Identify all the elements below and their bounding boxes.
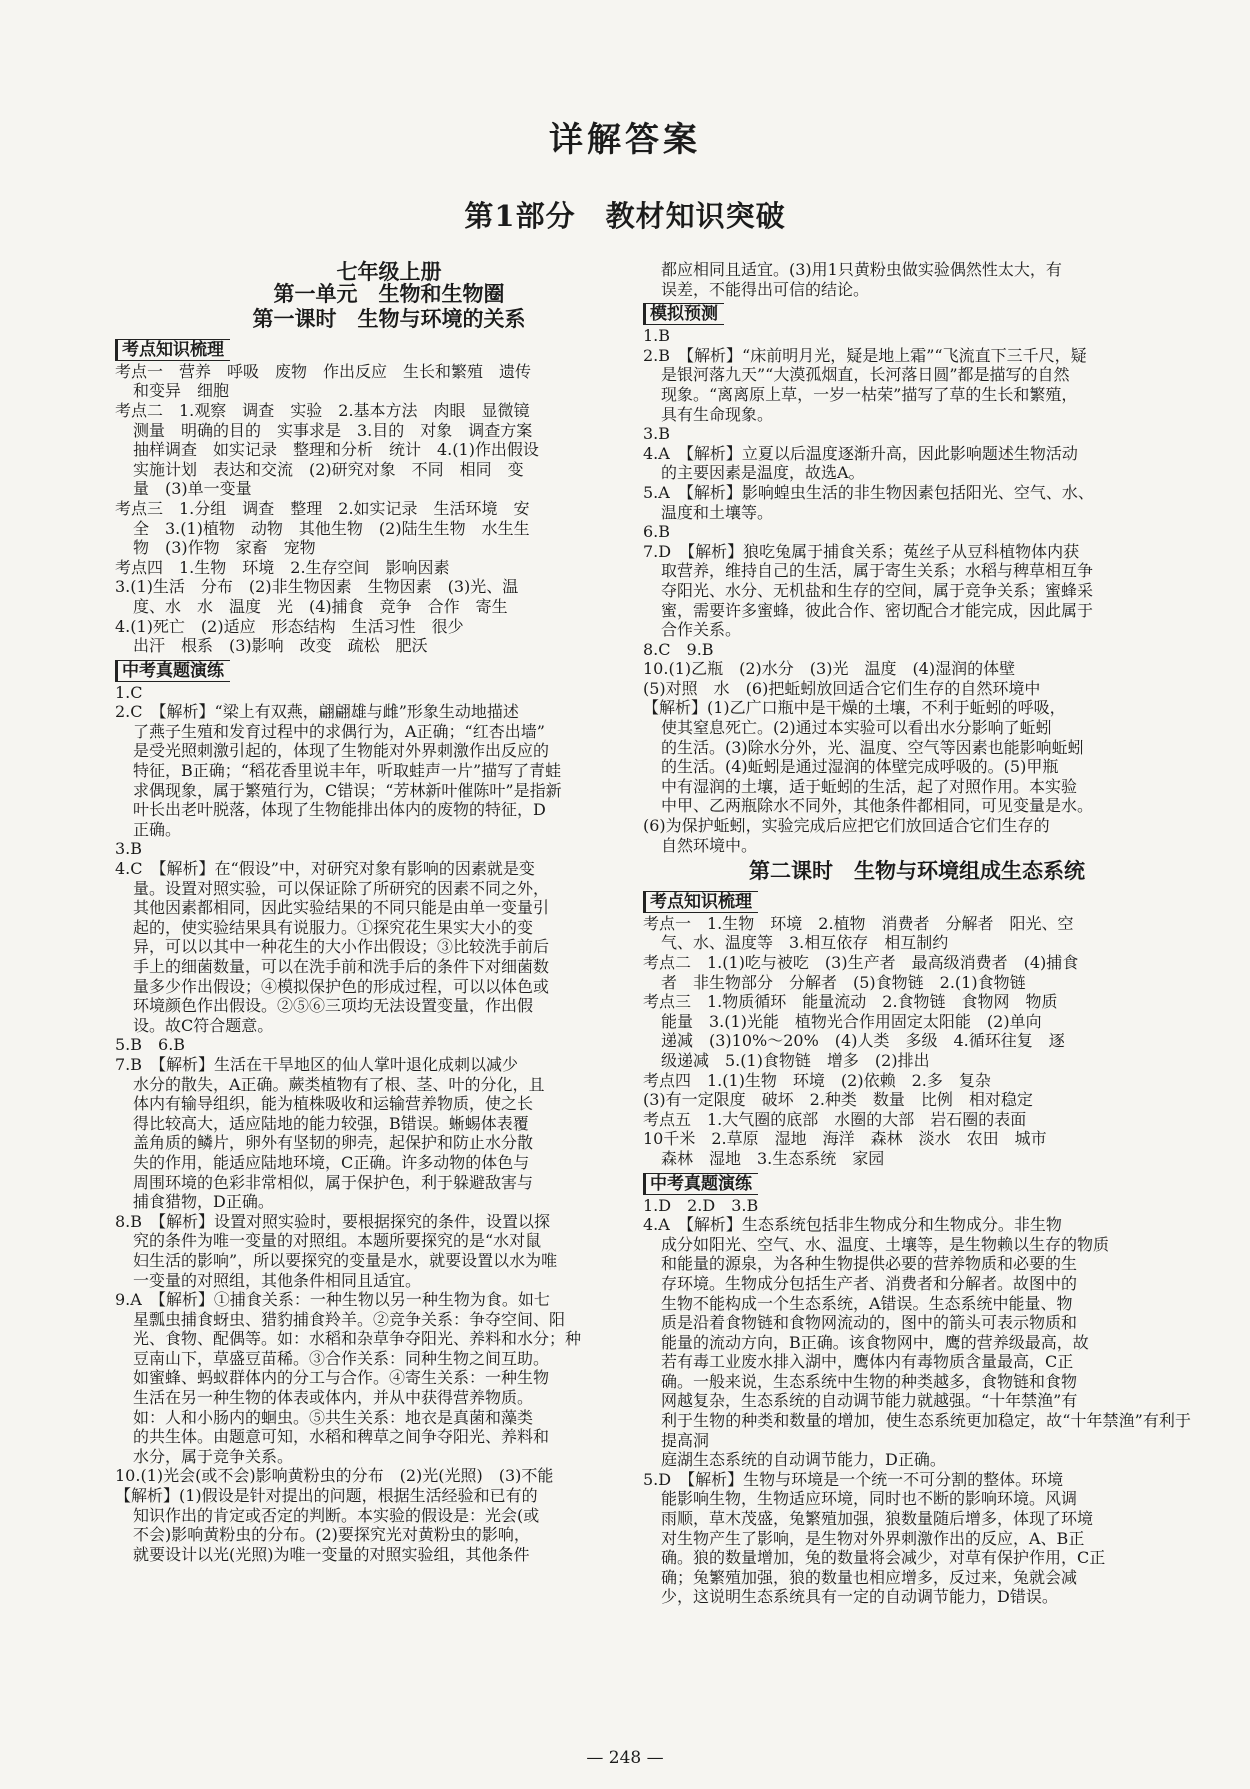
left-column: [115, 259, 663, 1564]
unit-heading: 第一单元 生物和生物圈: [273, 280, 505, 306]
answer-line: 手上的细菌数量，可以在洗手前和洗手后的条件下对细菌数: [133, 957, 550, 976]
section-label: 中考真题演练: [115, 660, 230, 682]
answer-list: [115, 362, 663, 656]
answer-line: 4.(1)死亡 (2)适应 形态结构 生活习性 很少: [115, 616, 464, 636]
answer-line: 1.C: [115, 682, 143, 702]
answer-line: 1.B: [643, 326, 671, 346]
answer-line: 考点三 1.物质循环 能量流动 2.食物链 食物网 物质: [643, 992, 1058, 1012]
answer-list: [643, 914, 1191, 1169]
answer-line: 10.(1)光会(或不会)影响黄粉虫的分布 (2)光(光照) (3)不能: [115, 1466, 554, 1486]
answer-list: [643, 1196, 1191, 1607]
answer-line: 实施计划 表达和交流 (2)研究对象 不同 相同 变: [133, 459, 524, 479]
section-label: 模拟预测: [643, 303, 724, 325]
answer-line: 具有生命现象。: [661, 404, 774, 424]
answer-line: 出汗 根系 (3)影响 改变 疏松 肥沃: [133, 636, 428, 656]
section-label: 考点知识梳理: [643, 891, 758, 913]
answer-line: 网越复杂，生态系统的自动调节能力就越强。“十年禁渔”有: [661, 1391, 1078, 1411]
answer-line: 妇生活的影响”，所以要探究的变量是水，就要设置以水为唯: [133, 1250, 558, 1270]
answer-line: 特征，B正确；“稻花香里说丰年，听取蛙声一片”描写了青蛙: [133, 761, 562, 781]
answer-line: 雨顺，草木茂盛，兔繁殖加强，狼数量随后增多，体现了环境: [661, 1509, 1094, 1529]
answer-line: 蜜，需要许多蜜蜂，彼此合作、密切配合才能完成，因此属于: [661, 600, 1094, 620]
answer-line: 5.A 【解析】影响蝗虫生活的非生物因素包括阳光、空气、水、: [643, 482, 1094, 502]
answer-line: 了燕子生殖和发育过程中的求偶行为，A正确；“红杏出墙”: [133, 721, 545, 741]
answer-line: 【解析】(1)乙广口瓶中是干燥的土壤，不利于蚯蚓的呼吸，: [643, 698, 1066, 718]
answer-line: 确；兔繁殖加强，狼的数量也相应增多，反过来，兔就会减: [661, 1567, 1078, 1587]
answer-line: 的生活。(4)蚯蚓是通过湿润的体壁完成呼吸的。(5)甲瓶: [661, 757, 1059, 777]
answer-line: 和变异 细胞: [133, 381, 230, 401]
answer-line: 求偶现象，属于繁殖行为，C错误；“芳林新叶催陈叶”是指新: [133, 780, 562, 800]
answer-line: 和能量的源泉，为各种生物提供必要的营养物质和必要的生: [661, 1254, 1078, 1274]
answer-line: (3)有一定限度 破坏 2.种类 数量 比例 相对稳定: [643, 1090, 1033, 1110]
answer-line: 夺阳光、水分、无机盐和生存的空间，属于竞争关系；蜜蜂采: [661, 580, 1094, 600]
answer-line: 10千米 2.草原 湿地 海洋 森林 淡水 农田 城市: [643, 1129, 1047, 1149]
answer-line: 存环境。生物成分包括生产者、消费者和分解者。故图中的: [661, 1273, 1078, 1293]
answer-line: 一变量的对照组，其他条件相同且适宜。: [133, 1270, 422, 1290]
page-title: 详解答案: [549, 120, 701, 160]
answer-line: 就要设计以光(光照)为唯一变量的对照实验组，其他条件: [133, 1544, 530, 1564]
answer-line: 若有毒工业废水排入湖中，鹰体内有毒物质含量最高，C正: [661, 1352, 1074, 1372]
answer-line: 使其窒息死亡。(2)通过本实验可以看出水分影响了蚯蚓: [661, 718, 1052, 738]
answer-line: 考点一 营养 呼吸 废物 作出反应 生长和繁殖 遗传: [115, 361, 532, 381]
answer-line: 得比较高大，适应陆地的能力较强，B错误。蜥蜴体表覆: [133, 1113, 529, 1133]
answer-line: 光、食物、配偶等。如：水稻和杂草争夺阳光、养料和水分；种: [133, 1329, 582, 1349]
answer-line: 者 非生物部分 分解者 (5)食物链 2.(1)食物链: [661, 972, 1026, 992]
answer-line: 自然环境中。: [661, 835, 758, 855]
answer-line: 量多少作出假设；④模拟保护色的形成过程，可以以体色或: [133, 976, 550, 996]
answer-line: 考点三 1.分组 调查 整理 2.如实记录 生活环境 安: [115, 498, 530, 518]
answer-line: 是受光照刺激引起的，体现了生物能对外界刺激作出反应的: [133, 741, 550, 761]
answer-line: 生活在另一种生物的体表或体内，并从中获得营养物质。: [133, 1388, 534, 1408]
answer-line: 的共生体。由题意可知，水稻和稗草之间争夺阳光、养料和: [133, 1427, 550, 1447]
answer-line: 中有湿润的土壤，适于蚯蚓的生活，起了对照作用。本实验: [661, 776, 1078, 796]
lesson-heading: 第一课时 生物与环境的关系: [252, 306, 526, 332]
answer-line: 度、水 水 温度 光 (4)捕食 竞争 合作 寄生: [133, 596, 508, 616]
answer-line: 的主要因素是温度，故选A。: [661, 463, 865, 483]
answer-line: 体内有输导组织，能为植株吸收和运输营养物质，使之长: [133, 1094, 534, 1114]
answer-line: 全 3.(1)植物 动物 其他生物 (2)陆生生物 水生生: [133, 518, 530, 538]
answer-line: 如：人和小肠内的蛔虫。⑤共生关系：地衣是真菌和藻类: [133, 1407, 534, 1427]
part-title: 第1部分 教材知识突破: [464, 199, 786, 233]
answer-line: 5.B 6.B: [115, 1035, 186, 1055]
answer-line: 利于生物的种类和数量的增加，使生态系统更加稳定，故“十年禁渔”有利于提高洞: [661, 1411, 1191, 1450]
answer-line: 7.D 【解析】狼吃兔属于捕食关系；菟丝子从豆科植物体内获: [643, 541, 1080, 561]
answer-line: 气、水、温度等 3.相互依存 相互制约: [661, 933, 949, 953]
answer-line: 环境颜色作出假设。②⑤⑥三项均无法设置变量，作出假: [133, 996, 534, 1016]
answer-line: 如蜜蜂、蚂蚁群体内的分工与合作。④寄生关系：一种生物: [133, 1368, 550, 1388]
answer-line: 抽样调查 如实记录 整理和分析 统计 4.(1)作出假设: [133, 440, 539, 460]
answer-line: 确。一般来说，生态系统中生物的种类越多，食物链和食物: [661, 1371, 1078, 1391]
answer-line: 现象。“离离原上草，一岁一枯荣”描写了草的生长和繁殖，: [661, 384, 1078, 404]
answer-line: 级递减 5.(1)食物链 增多 (2)排出: [661, 1050, 930, 1070]
answer-line: 4.A 【解析】生态系统包括非生物成分和生物成分。非生物: [643, 1215, 1062, 1235]
answer-line: 究的条件为唯一变量的对照组。本题所要探究的是“水对鼠: [133, 1231, 542, 1251]
answer-line: 6.B: [643, 522, 671, 542]
answer-line: 3.B: [115, 839, 143, 859]
answer-line: 起的，使实验结果具有说服力。①探究花生果实大小的变: [133, 917, 534, 937]
answer-line: 盖角质的鳞片，卵外有坚韧的卵壳，起保护和防止水分散: [133, 1133, 534, 1153]
answer-line: 水分的散失，A正确。蕨类植物有了根、茎、叶的分化，且: [133, 1074, 545, 1094]
answer-line: 设。故C符合题意。: [133, 1015, 274, 1035]
answer-line: 4.A 【解析】立夏以后温度逐渐升高，因此影响题述生物活动: [643, 443, 1078, 463]
answer-line: 温度和土壤等。: [661, 502, 774, 522]
answer-line: 质是沿着食物链和食物网流动的，图中的箭头可表示物质和: [661, 1313, 1078, 1333]
answer-line: 量。设置对照实验，可以保证除了所研究的因素不同之外，: [133, 878, 550, 898]
answer-line: 其他因素都相同，因此实验结果的不同只能是由单一变量引: [133, 898, 550, 918]
page-number: — 248 —: [586, 1748, 664, 1768]
answer-line: 考点一 1.生物 环境 2.植物 消费者 分解者 阳光、空: [643, 913, 1074, 933]
answer-line: 3.B: [643, 424, 671, 444]
answer-line: 异，可以以其中一种花生的大小作出假设；③比较洗手前后: [133, 937, 550, 957]
answer-line: 正确。: [133, 819, 182, 839]
answer-line: 7.B 【解析】生活在干旱地区的仙人掌叶退化成刺以减少: [115, 1054, 519, 1074]
answer-line: 考点五 1.大气圈的底部 水圈的大部 岩石圈的表面: [643, 1109, 1027, 1129]
answer-line: 1.D 2.D 3.B: [643, 1195, 759, 1215]
answer-line: 10.(1)乙瓶 (2)水分 (3)光 温度 (4)湿润的体壁: [643, 659, 1016, 679]
section-label: 中考真题演练: [643, 1173, 758, 1195]
answer-line: 不会)影响黄粉虫的分布。(2)要探究光对黄粉虫的影响，: [133, 1525, 530, 1545]
answer-line: 8.C 9.B: [643, 639, 714, 659]
answer-line: 知识作出的肯定或否定的判断。本实验的假设是：光会(或: [133, 1505, 540, 1525]
answer-line: (5)对照 水 (6)把蚯蚓放回适合它们生存的自然环境中: [643, 678, 1041, 698]
answer-line: 测量 明确的目的 实事求是 3.目的 对象 调查方案: [133, 420, 533, 440]
answer-line: 是银河落九天”“大漠孤烟直，长河落日圆”都是描写的自然: [661, 365, 1070, 385]
answer-line: 庭湖生态系统的自动调节能力，D正确。: [661, 1450, 946, 1470]
answer-line: 5.D 【解析】生物与环境是一个统一不可分割的整体。环境: [643, 1469, 1064, 1489]
answer-line: 考点二 1.观察 调查 实验 2.基本方法 肉眼 显微镜: [115, 400, 530, 420]
answer-line: 取营养，维持自己的生活，属于寄生关系；水稻与稗草相互争: [661, 561, 1094, 581]
answer-line: 森林 湿地 3.生态系统 家园: [661, 1148, 885, 1168]
answer-line: (6)为保护蚯蚓，实验完成后应把它们放回适合它们生存的: [643, 816, 1050, 836]
answer-line: 2.C 【解析】“梁上有双燕，翩翩雄与雌”形象生动地描述: [115, 702, 519, 722]
answer-line: 对生物产生了影响，是生物对外界刺激作出的反应，A、B正: [661, 1528, 1085, 1548]
right-column: [643, 260, 1191, 1607]
answer-line: 的生活。(3)除水分外，光、温度、空气等因素也能影响蚯蚓: [661, 737, 1084, 757]
answer-line: 考点四 1.(1)生物 环境 (2)依赖 2.多 复杂: [643, 1070, 991, 1090]
section-label: 考点知识梳理: [115, 339, 230, 361]
lesson-heading: 第二课时 生物与环境组成生态系统: [749, 858, 1085, 884]
answer-line: 递减 (3)10%～20% (4)人类 多级 4.循环往复 逐: [661, 1031, 1065, 1051]
answer-list: [115, 683, 663, 1565]
grade-heading: 七年级上册: [336, 259, 442, 284]
answer-line: 能影响生物，生物适应环境，同时也不断的影响环境。风调: [661, 1489, 1078, 1509]
answer-line: 能量的流动方向，B正确。该食物网中，鹰的营养级最高，故: [661, 1332, 1089, 1352]
answer-line: 3.(1)生活 分布 (2)非生物因素 生物因素 (3)光、温: [115, 577, 519, 597]
answer-line: 量 (3)单一变量: [133, 479, 252, 499]
answer-line: 4.C 【解析】在“假设”中，对研究对象有影响的因素就是变: [115, 859, 535, 879]
answer-line: 少，这说明生态系统具有一定的自动调节能力，D错误。: [661, 1587, 1058, 1607]
answer-line: 成分如阳光、空气、水、温度、土壤等，是生物赖以生存的物质: [661, 1234, 1110, 1254]
answer-list: [643, 260, 1191, 299]
answer-line: 合作关系。: [661, 620, 742, 640]
answer-line: 确。狼的数量增加，兔的数量将会减少，对草有保护作用，C正: [661, 1548, 1106, 1568]
answer-line: 周围环境的色彩非常相似，属于保护色，利于躲避敌害与: [133, 1172, 534, 1192]
answer-line: 水分，属于竞争关系。: [133, 1446, 294, 1466]
answer-line: 2.B 【解析】“床前明月光，疑是地上霜”“飞流直下三千尺，疑: [643, 345, 1087, 365]
answer-list: [643, 326, 1191, 855]
answer-line: 能量 3.(1)光能 植物光合作用固定太阳能 (2)单向: [661, 1011, 1042, 1031]
answer-line: 星瓢虫捕食蚜虫、猎豹捕食羚羊。②竞争关系：争夺空间、阳: [133, 1309, 566, 1329]
answer-line: 8.B 【解析】设置对照实验时，要根据探究的条件，设置以探: [115, 1211, 551, 1231]
answer-line: 考点二 1.(1)吃与被吃 (3)生产者 最高级消费者 (4)捕食: [643, 953, 1079, 972]
answer-line: 中甲、乙两瓶除水不同外，其他条件都相同，可见变量是水。: [661, 796, 1094, 816]
answer-line: 生物不能构成一个生态系统，A错误。生态系统中能量、物: [661, 1293, 1073, 1313]
answer-line: 都应相同且适宜。(3)用1只黄粉虫做实验偶然性太大，有: [661, 260, 1062, 279]
answer-line: 叶长出老叶脱落，体现了生物能排出体内的废物的特征，D: [133, 800, 546, 820]
answer-line: 9.A 【解析】①捕食关系：一种生物以另一种生物为食。如七: [115, 1290, 550, 1310]
answer-line: 物 (3)作物 家畜 宠物: [133, 538, 316, 558]
answer-line: 捕食猎物，D正确。: [133, 1192, 274, 1212]
answer-line: 失的作用，能适应陆地环境，C正确。许多动物的体色与: [133, 1152, 530, 1172]
answer-line: 考点四 1.生物 环境 2.生存空间 影响因素: [115, 557, 450, 577]
answer-line: 豆南山下，草盛豆苗稀。③合作关系：同种生物之间互助。: [133, 1348, 550, 1368]
answer-line: 【解析】(1)假设是针对提出的问题，根据生活经验和已有的: [115, 1486, 538, 1506]
answer-line: 误差，不能得出可信的结论。: [661, 279, 870, 299]
